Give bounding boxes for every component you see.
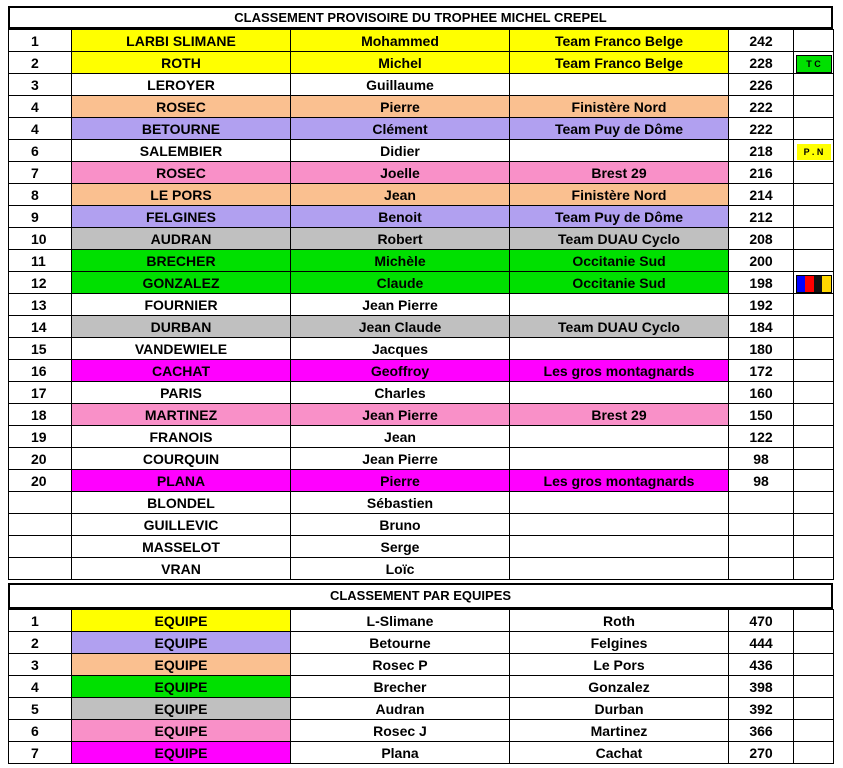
points-cell[interactable]: 222 bbox=[729, 118, 794, 140]
last-name-cell[interactable]: ROTH bbox=[72, 52, 291, 74]
last-name-cell[interactable]: BRECHER bbox=[72, 250, 291, 272]
marker-cell[interactable] bbox=[794, 404, 834, 426]
table-row bbox=[9, 140, 834, 162]
marker-cell[interactable] bbox=[794, 184, 834, 206]
rider1-cell[interactable]: Betourne bbox=[291, 632, 510, 654]
first-name-cell[interactable]: Claude bbox=[291, 272, 510, 294]
points-cell[interactable]: 436 bbox=[729, 654, 794, 676]
first-name-cell[interactable]: Jean bbox=[291, 426, 510, 448]
marker-cell[interactable] bbox=[794, 228, 834, 250]
last-name-cell[interactable]: LARBI SLIMANE bbox=[72, 30, 291, 52]
points-cell[interactable]: 366 bbox=[729, 720, 794, 742]
team-label-cell[interactable]: EQUIPE bbox=[72, 654, 291, 676]
last-name-cell[interactable]: FOURNIER bbox=[72, 294, 291, 316]
rank-cell[interactable]: 4 bbox=[9, 96, 72, 118]
last-name-cell[interactable]: AUDRAN bbox=[72, 228, 291, 250]
marker-cell[interactable] bbox=[794, 514, 834, 536]
table-row bbox=[9, 206, 834, 228]
rank-cell[interactable]: 17 bbox=[9, 382, 72, 404]
points-cell[interactable]: 198 bbox=[729, 272, 794, 294]
team-cell[interactable]: Brest 29 bbox=[510, 404, 729, 426]
rider2-cell[interactable]: Felgines bbox=[510, 632, 729, 654]
rank-cell[interactable]: 1 bbox=[9, 610, 72, 632]
team-label-cell[interactable]: EQUIPE bbox=[72, 632, 291, 654]
last-name-cell[interactable]: PARIS bbox=[72, 382, 291, 404]
first-name-cell[interactable]: Serge bbox=[291, 536, 510, 558]
table-row bbox=[9, 698, 834, 720]
first-name-cell[interactable]: Jean Pierre bbox=[291, 404, 510, 426]
points-cell[interactable]: 226 bbox=[729, 74, 794, 96]
rider1-cell[interactable]: L-Slimane bbox=[291, 610, 510, 632]
team-cell[interactable] bbox=[510, 382, 729, 404]
table-row bbox=[9, 30, 834, 52]
team-cell[interactable]: Occitanie Sud bbox=[510, 272, 729, 294]
last-name-cell[interactable]: BLONDEL bbox=[72, 492, 291, 514]
table-row bbox=[9, 654, 834, 676]
team-cell[interactable]: Team Puy de Dôme bbox=[510, 118, 729, 140]
points-cell[interactable]: 98 bbox=[729, 448, 794, 470]
points-cell[interactable]: 444 bbox=[729, 632, 794, 654]
rank-cell[interactable]: 12 bbox=[9, 272, 72, 294]
table-row bbox=[9, 250, 834, 272]
empty-cell[interactable] bbox=[794, 742, 834, 764]
first-name-cell[interactable]: Charles bbox=[291, 382, 510, 404]
table-row bbox=[9, 96, 834, 118]
first-name-cell[interactable]: Jean Pierre bbox=[291, 448, 510, 470]
first-name-cell[interactable]: Geoffroy bbox=[291, 360, 510, 382]
marker-cell[interactable] bbox=[794, 470, 834, 492]
rank-cell[interactable]: 14 bbox=[9, 316, 72, 338]
marker-cell[interactable] bbox=[794, 30, 834, 52]
last-name-cell[interactable]: VANDEWIELE bbox=[72, 338, 291, 360]
table-row bbox=[9, 448, 834, 470]
empty-cell[interactable] bbox=[794, 654, 834, 676]
last-name-cell[interactable]: CACHAT bbox=[72, 360, 291, 382]
table-row bbox=[9, 294, 834, 316]
table-row bbox=[9, 338, 834, 360]
points-cell[interactable]: 98 bbox=[729, 470, 794, 492]
table-row bbox=[9, 492, 834, 514]
marker-cell[interactable] bbox=[794, 272, 834, 294]
marker-cell[interactable] bbox=[794, 316, 834, 338]
rank-cell[interactable]: 3 bbox=[9, 654, 72, 676]
rider2-cell[interactable]: Roth bbox=[510, 610, 729, 632]
rider2-cell[interactable]: Durban bbox=[510, 698, 729, 720]
rank-cell[interactable]: 10 bbox=[9, 228, 72, 250]
marker-cell[interactable] bbox=[794, 118, 834, 140]
first-name-cell[interactable]: Michel bbox=[291, 52, 510, 74]
table-row bbox=[9, 720, 834, 742]
marker-cell[interactable] bbox=[794, 52, 834, 74]
team-cell[interactable]: Finistère Nord bbox=[510, 184, 729, 206]
rider2-cell[interactable]: Martinez bbox=[510, 720, 729, 742]
rank-cell[interactable]: 20 bbox=[9, 448, 72, 470]
team-label-cell[interactable]: EQUIPE bbox=[72, 610, 291, 632]
points-cell[interactable] bbox=[729, 492, 794, 514]
points-cell[interactable] bbox=[729, 514, 794, 536]
first-name-cell[interactable]: Joelle bbox=[291, 162, 510, 184]
points-cell[interactable]: 222 bbox=[729, 96, 794, 118]
points-cell[interactable]: 200 bbox=[729, 250, 794, 272]
last-name-cell[interactable]: SALEMBIER bbox=[72, 140, 291, 162]
team-cell[interactable]: Les gros montagnards bbox=[510, 360, 729, 382]
marker-cell[interactable] bbox=[794, 206, 834, 228]
points-cell[interactable]: 228 bbox=[729, 52, 794, 74]
rank-cell[interactable]: 3 bbox=[9, 74, 72, 96]
points-cell[interactable]: 180 bbox=[729, 338, 794, 360]
first-name-cell[interactable]: Pierre bbox=[291, 470, 510, 492]
first-name-cell[interactable]: Robert bbox=[291, 228, 510, 250]
table-row bbox=[9, 632, 834, 654]
last-name-cell[interactable]: LEROYER bbox=[72, 74, 291, 96]
team-cell[interactable] bbox=[510, 338, 729, 360]
team-flag-icon bbox=[796, 275, 832, 293]
marker-cell[interactable] bbox=[794, 426, 834, 448]
table-row bbox=[9, 316, 834, 338]
rider2-cell[interactable]: Le Pors bbox=[510, 654, 729, 676]
points-cell[interactable]: 218 bbox=[729, 140, 794, 162]
rank-cell[interactable]: 7 bbox=[9, 162, 72, 184]
empty-cell[interactable] bbox=[794, 676, 834, 698]
rank-cell[interactable]: 20 bbox=[9, 470, 72, 492]
rider1-cell[interactable]: Audran bbox=[291, 698, 510, 720]
marker-cell[interactable] bbox=[794, 162, 834, 184]
table-row bbox=[9, 536, 834, 558]
rider2-cell[interactable]: Gonzalez bbox=[510, 676, 729, 698]
team-cell[interactable]: Les gros montagnards bbox=[510, 470, 729, 492]
points-cell[interactable]: 212 bbox=[729, 206, 794, 228]
team-ranking-title: CLASSEMENT PAR EQUIPES bbox=[8, 583, 833, 609]
last-name-cell[interactable]: GUILLEVIC bbox=[72, 514, 291, 536]
last-name-cell[interactable]: COURQUIN bbox=[72, 448, 291, 470]
points-cell[interactable]: 392 bbox=[729, 698, 794, 720]
rank-cell[interactable]: 1 bbox=[9, 30, 72, 52]
table-row bbox=[9, 558, 834, 580]
empty-cell[interactable] bbox=[794, 610, 834, 632]
first-name-cell[interactable]: Sébastien bbox=[291, 492, 510, 514]
table-row bbox=[9, 52, 834, 74]
last-name-cell[interactable]: GONZALEZ bbox=[72, 272, 291, 294]
rank-cell[interactable]: 15 bbox=[9, 338, 72, 360]
table-row bbox=[9, 162, 834, 184]
first-name-cell[interactable]: Clément bbox=[291, 118, 510, 140]
last-name-cell[interactable]: VRAN bbox=[72, 558, 291, 580]
team-cell[interactable]: Team DUAU Cyclo bbox=[510, 228, 729, 250]
marker-cell[interactable] bbox=[794, 338, 834, 360]
points-cell[interactable]: 192 bbox=[729, 294, 794, 316]
points-cell[interactable]: 214 bbox=[729, 184, 794, 206]
points-cell[interactable]: 398 bbox=[729, 676, 794, 698]
team-cell[interactable]: Brest 29 bbox=[510, 162, 729, 184]
rank-cell[interactable]: 4 bbox=[9, 118, 72, 140]
points-cell[interactable]: 208 bbox=[729, 228, 794, 250]
marker-cell[interactable] bbox=[794, 536, 834, 558]
rank-cell[interactable]: 2 bbox=[9, 632, 72, 654]
table-row bbox=[9, 404, 834, 426]
pn-badge: P . N bbox=[797, 144, 831, 160]
points-cell[interactable] bbox=[729, 536, 794, 558]
team-label-cell[interactable]: EQUIPE bbox=[72, 698, 291, 720]
rider1-cell[interactable]: Plana bbox=[291, 742, 510, 764]
table-row bbox=[9, 426, 834, 448]
table-row bbox=[9, 742, 834, 764]
first-name-cell[interactable]: Jean Claude bbox=[291, 316, 510, 338]
marker-cell[interactable] bbox=[794, 448, 834, 470]
rank-cell[interactable]: 11 bbox=[9, 250, 72, 272]
marker-cell[interactable] bbox=[794, 382, 834, 404]
team-cell[interactable] bbox=[510, 294, 729, 316]
tc-badge: T C bbox=[796, 55, 832, 73]
first-name-cell[interactable]: Michèle bbox=[291, 250, 510, 272]
table-row bbox=[9, 228, 834, 250]
table-row bbox=[9, 470, 834, 492]
last-name-cell[interactable]: FELGINES bbox=[72, 206, 291, 228]
team-label-cell[interactable]: EQUIPE bbox=[72, 720, 291, 742]
table-row bbox=[9, 74, 834, 96]
marker-cell[interactable] bbox=[794, 250, 834, 272]
rank-cell[interactable] bbox=[9, 536, 72, 558]
rank-cell[interactable]: 4 bbox=[9, 676, 72, 698]
team-cell[interactable]: Team Puy de Dôme bbox=[510, 206, 729, 228]
empty-cell[interactable] bbox=[794, 720, 834, 742]
team-cell[interactable]: Team Franco Belge bbox=[510, 52, 729, 74]
rider1-cell[interactable]: Rosec J bbox=[291, 720, 510, 742]
team-cell[interactable] bbox=[510, 448, 729, 470]
rider1-cell[interactable]: Rosec P bbox=[291, 654, 510, 676]
table-row bbox=[9, 360, 834, 382]
team-cell[interactable]: Team Franco Belge bbox=[510, 30, 729, 52]
first-name-cell[interactable]: Bruno bbox=[291, 514, 510, 536]
table-row bbox=[9, 514, 834, 536]
points-cell[interactable]: 216 bbox=[729, 162, 794, 184]
last-name-cell[interactable]: LE PORS bbox=[72, 184, 291, 206]
marker-cell[interactable] bbox=[794, 360, 834, 382]
rank-cell[interactable]: 2 bbox=[9, 52, 72, 74]
rank-cell[interactable]: 13 bbox=[9, 294, 72, 316]
team-cell[interactable]: Finistère Nord bbox=[510, 96, 729, 118]
points-cell[interactable]: 270 bbox=[729, 742, 794, 764]
points-cell[interactable]: 160 bbox=[729, 382, 794, 404]
points-cell[interactable]: 150 bbox=[729, 404, 794, 426]
marker-cell[interactable] bbox=[794, 492, 834, 514]
last-name-cell[interactable]: PLANA bbox=[72, 470, 291, 492]
team-cell[interactable] bbox=[510, 140, 729, 162]
team-ranking-table bbox=[8, 609, 834, 764]
team-label-cell[interactable]: EQUIPE bbox=[72, 742, 291, 764]
rank-cell[interactable]: 9 bbox=[9, 206, 72, 228]
points-cell[interactable]: 470 bbox=[729, 610, 794, 632]
rider2-cell[interactable]: Cachat bbox=[510, 742, 729, 764]
marker-cell[interactable] bbox=[794, 74, 834, 96]
marker-cell[interactable] bbox=[794, 140, 834, 162]
first-name-cell[interactable]: Jean bbox=[291, 184, 510, 206]
table-row bbox=[9, 272, 834, 294]
first-name-cell[interactable]: Pierre bbox=[291, 96, 510, 118]
rank-cell[interactable]: 8 bbox=[9, 184, 72, 206]
points-cell[interactable]: 122 bbox=[729, 426, 794, 448]
team-cell[interactable] bbox=[510, 558, 729, 580]
marker-cell[interactable] bbox=[794, 294, 834, 316]
rank-cell[interactable] bbox=[9, 514, 72, 536]
points-cell[interactable]: 172 bbox=[729, 360, 794, 382]
team-cell[interactable] bbox=[510, 492, 729, 514]
rider1-cell[interactable]: Brecher bbox=[291, 676, 510, 698]
first-name-cell[interactable]: Mohammed bbox=[291, 30, 510, 52]
last-name-cell[interactable]: DURBAN bbox=[72, 316, 291, 338]
last-name-cell[interactable]: FRANOIS bbox=[72, 426, 291, 448]
empty-cell[interactable] bbox=[794, 632, 834, 654]
points-cell[interactable] bbox=[729, 558, 794, 580]
rank-cell[interactable]: 18 bbox=[9, 404, 72, 426]
table-row bbox=[9, 184, 834, 206]
first-name-cell[interactable]: Benoit bbox=[291, 206, 510, 228]
team-label-cell[interactable]: EQUIPE bbox=[72, 676, 291, 698]
rank-cell[interactable]: 7 bbox=[9, 742, 72, 764]
last-name-cell[interactable]: MASSELOT bbox=[72, 536, 291, 558]
table-row bbox=[9, 382, 834, 404]
marker-cell[interactable] bbox=[794, 558, 834, 580]
last-name-cell[interactable]: ROSEC bbox=[72, 96, 291, 118]
marker-cell[interactable] bbox=[794, 96, 834, 118]
rank-cell[interactable]: 6 bbox=[9, 140, 72, 162]
rank-cell[interactable]: 5 bbox=[9, 698, 72, 720]
rank-cell[interactable]: 19 bbox=[9, 426, 72, 448]
rank-cell[interactable]: 16 bbox=[9, 360, 72, 382]
last-name-cell[interactable]: ROSEC bbox=[72, 162, 291, 184]
table-row bbox=[9, 610, 834, 632]
last-name-cell[interactable]: BETOURNE bbox=[72, 118, 291, 140]
rank-cell[interactable] bbox=[9, 558, 72, 580]
team-cell[interactable] bbox=[510, 514, 729, 536]
first-name-cell[interactable]: Loïc bbox=[291, 558, 510, 580]
first-name-cell[interactable]: Jean Pierre bbox=[291, 294, 510, 316]
table-row bbox=[9, 676, 834, 698]
first-name-cell[interactable]: Jacques bbox=[291, 338, 510, 360]
first-name-cell[interactable]: Didier bbox=[291, 140, 510, 162]
points-cell[interactable]: 184 bbox=[729, 316, 794, 338]
table-row bbox=[9, 118, 834, 140]
team-cell[interactable] bbox=[510, 74, 729, 96]
individual-ranking-table bbox=[8, 29, 834, 580]
first-name-cell[interactable]: Guillaume bbox=[291, 74, 510, 96]
team-cell[interactable] bbox=[510, 426, 729, 448]
team-cell[interactable]: Team DUAU Cyclo bbox=[510, 316, 729, 338]
points-cell[interactable]: 242 bbox=[729, 30, 794, 52]
last-name-cell[interactable]: MARTINEZ bbox=[72, 404, 291, 426]
team-cell[interactable] bbox=[510, 536, 729, 558]
rank-cell[interactable]: 6 bbox=[9, 720, 72, 742]
team-cell[interactable]: Occitanie Sud bbox=[510, 250, 729, 272]
rank-cell[interactable] bbox=[9, 492, 72, 514]
individual-ranking-title: CLASSEMENT PROVISOIRE DU TROPHEE MICHEL CREPEL bbox=[8, 6, 833, 29]
empty-cell[interactable] bbox=[794, 698, 834, 720]
